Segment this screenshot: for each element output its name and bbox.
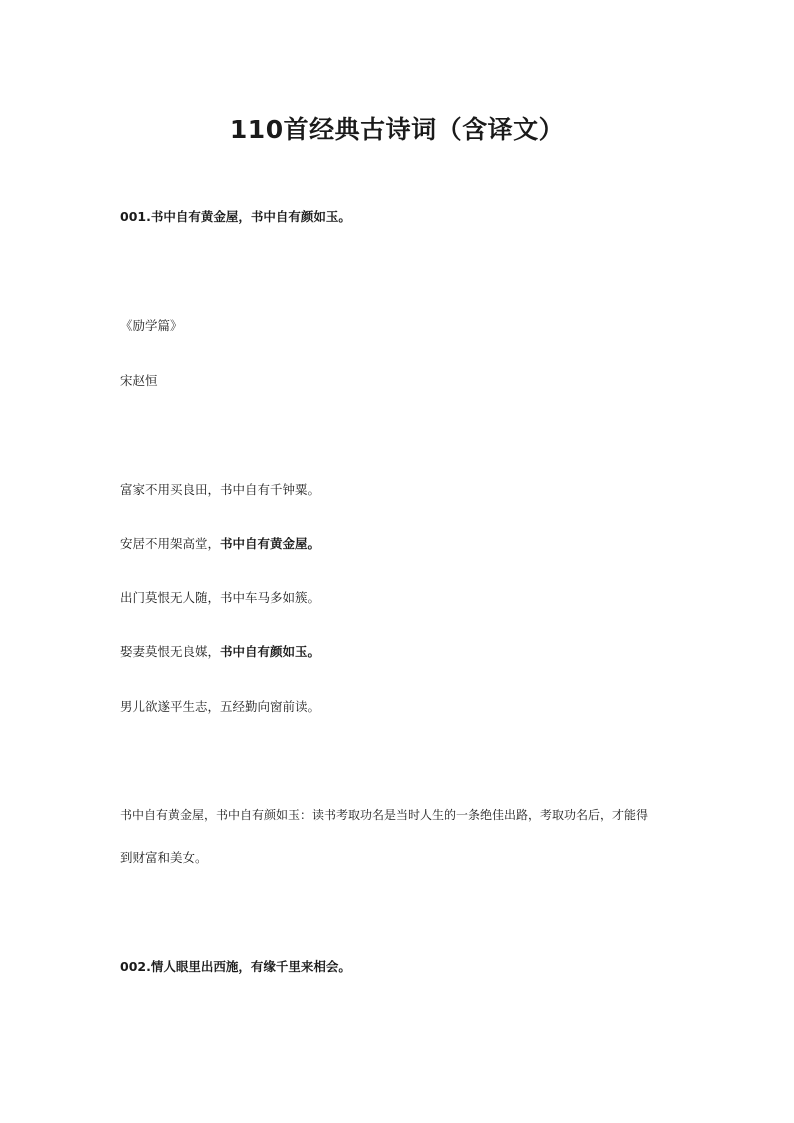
author: 宋赵恒	[120, 373, 158, 388]
poem-line	[120, 534, 690, 554]
poem-line	[120, 480, 690, 500]
entry-heading: 002.情人眼里出西施，有缘千里来相会。	[120, 959, 351, 974]
translation-text: 到财富和美女。	[120, 850, 208, 865]
source-title: 《励学篇》	[120, 318, 183, 333]
translation-text: 书中自有黄金屋，书中自有颜如玉：读书考取功名是当时人生的一条绝佳出路，考取功名后，才能得	[120, 808, 649, 822]
page-title: 110首经典古诗词（含译文）	[229, 115, 565, 144]
poem-line-text: 男儿欲遂平生志，五经勤向窗前读。	[120, 699, 321, 714]
poem-line-text: 富家不用买良田，书中自有千钟粟。	[120, 482, 321, 497]
poem-line-bold-text: 书中自有颜如玉。	[220, 644, 321, 659]
poem-line-text: 娶妻莫恨无良媒，	[120, 644, 221, 659]
poem-line	[120, 697, 690, 717]
poem-line-bold-text: 书中自有黄金屋。	[220, 536, 321, 551]
poem-line	[120, 642, 690, 662]
poem-line-text: 安居不用架高堂，	[120, 536, 221, 551]
entry-heading: 001.书中自有黄金屋，书中自有颜如玉。	[120, 209, 351, 224]
poem-line-text: 出门莫恨无人随，书中车马多如簇。	[120, 590, 321, 605]
poem-line	[120, 588, 690, 608]
